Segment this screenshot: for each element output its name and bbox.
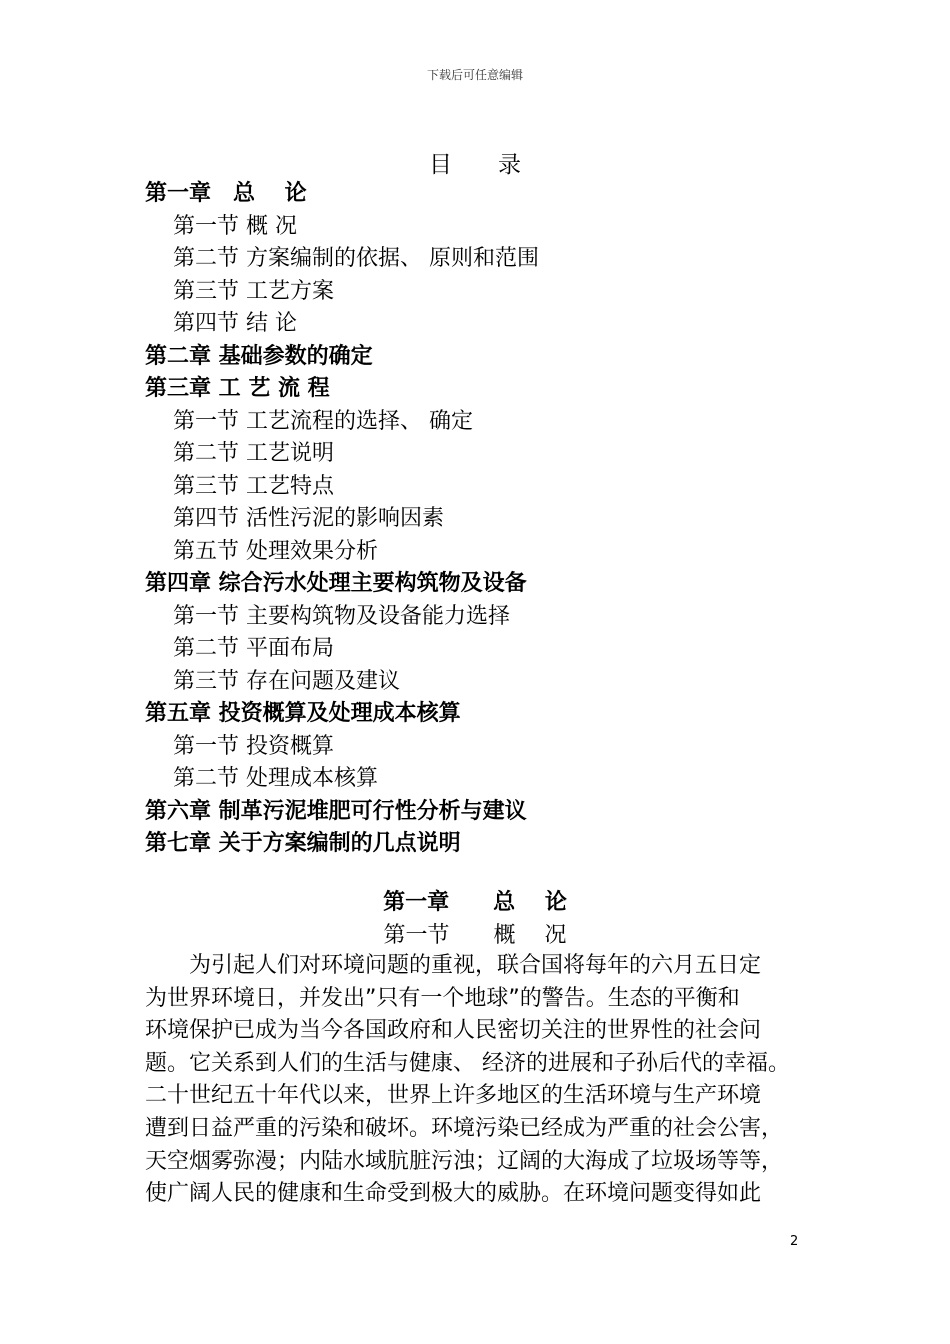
toc-title [0, 146, 950, 179]
toc-section-entry: 第一节 投资概算 [173, 733, 334, 759]
toc-section-entry: 第二节 方案编制的依据、 原则和范围 [173, 246, 539, 271]
toc-section-entry: 第四节 活性污泥的影响因素 [173, 506, 444, 531]
body-line: 为引起人们对环境问题的重视，联合国将每年的六月五日定 [145, 953, 762, 978]
page-number: 2 [790, 1234, 799, 1249]
body-line: 题。它关系到人们的生活与健康、 经济的进展和子孙后代的幸福。 [145, 1050, 790, 1076]
body-line: 环境保护已成为当今各国政府和人民密切关注的世界性的社会问 [145, 1018, 762, 1044]
body-line: 为世界环境日，并发出”只有一个地球”的警告。生态的平衡和 [145, 985, 740, 1011]
toc-title-right: 录 [498, 152, 521, 178]
toc-section-entry: 第一节 工艺流程的选择、 确定 [173, 408, 473, 434]
body-line: 天空烟雾弥漫；内陆水域肮脏污浊；辽阔的大海成了垃圾场等等， [145, 1148, 784, 1174]
toc-chapter-entry: 第四章 综合污水处理主要构筑物及设备 [145, 571, 527, 596]
toc-section-entry: 第二节 工艺说明 [173, 441, 334, 466]
toc-chapter-entry: 第五章 投资概算及处理成本核算 [145, 701, 461, 726]
toc-chapter-entry: 第三章 工 艺 流 程 [145, 376, 330, 401]
toc-chapter-entry: 第一章 总 论 [145, 181, 307, 206]
section-heading: 第一节 概 况 [383, 923, 567, 948]
body-paragraph [145, 950, 811, 1211]
toc-section-entry: 第二节 处理成本核算 [173, 766, 378, 791]
chapter-heading: 第一章 总 论 [383, 890, 567, 915]
header-note: 下载后可任意编辑 [426, 68, 523, 82]
toc-section-entry: 第二节 平面布局 [173, 636, 334, 661]
body-line: 使广阔人民的健康和生命受到极大的威胁。在环境问题变得如此 [145, 1181, 762, 1207]
toc-section-entry: 第五节 处理效果分析 [173, 538, 378, 564]
toc-section-entry: 第四节 结 论 [173, 311, 297, 336]
table-of-contents [145, 178, 825, 861]
toc-title-left: 目 [429, 152, 452, 178]
toc-section-entry: 第三节 工艺特点 [173, 473, 334, 499]
body-line: 二十世纪五十年代以来，世界上许多地区的生活环境与生产环境 [145, 1083, 762, 1109]
toc-section-entry: 第一节 概 况 [173, 213, 297, 239]
toc-chapter-entry: 第六章 制革污泥堆肥可行性分析与建议 [145, 798, 527, 824]
toc-chapter-entry: 第七章 关于方案编制的几点说明 [145, 831, 461, 856]
toc-section-entry: 第三节 工艺方案 [173, 278, 334, 304]
body-line: 遭到日益严重的污染和破坏。环境污染已经成为严重的社会公害， [145, 1115, 784, 1141]
toc-section-entry: 第三节 存在问题及建议 [173, 668, 400, 694]
toc-chapter-entry: 第二章 基础参数的确定 [145, 343, 373, 369]
toc-section-entry: 第一节 主要构筑物及设备能力选择 [173, 603, 510, 629]
